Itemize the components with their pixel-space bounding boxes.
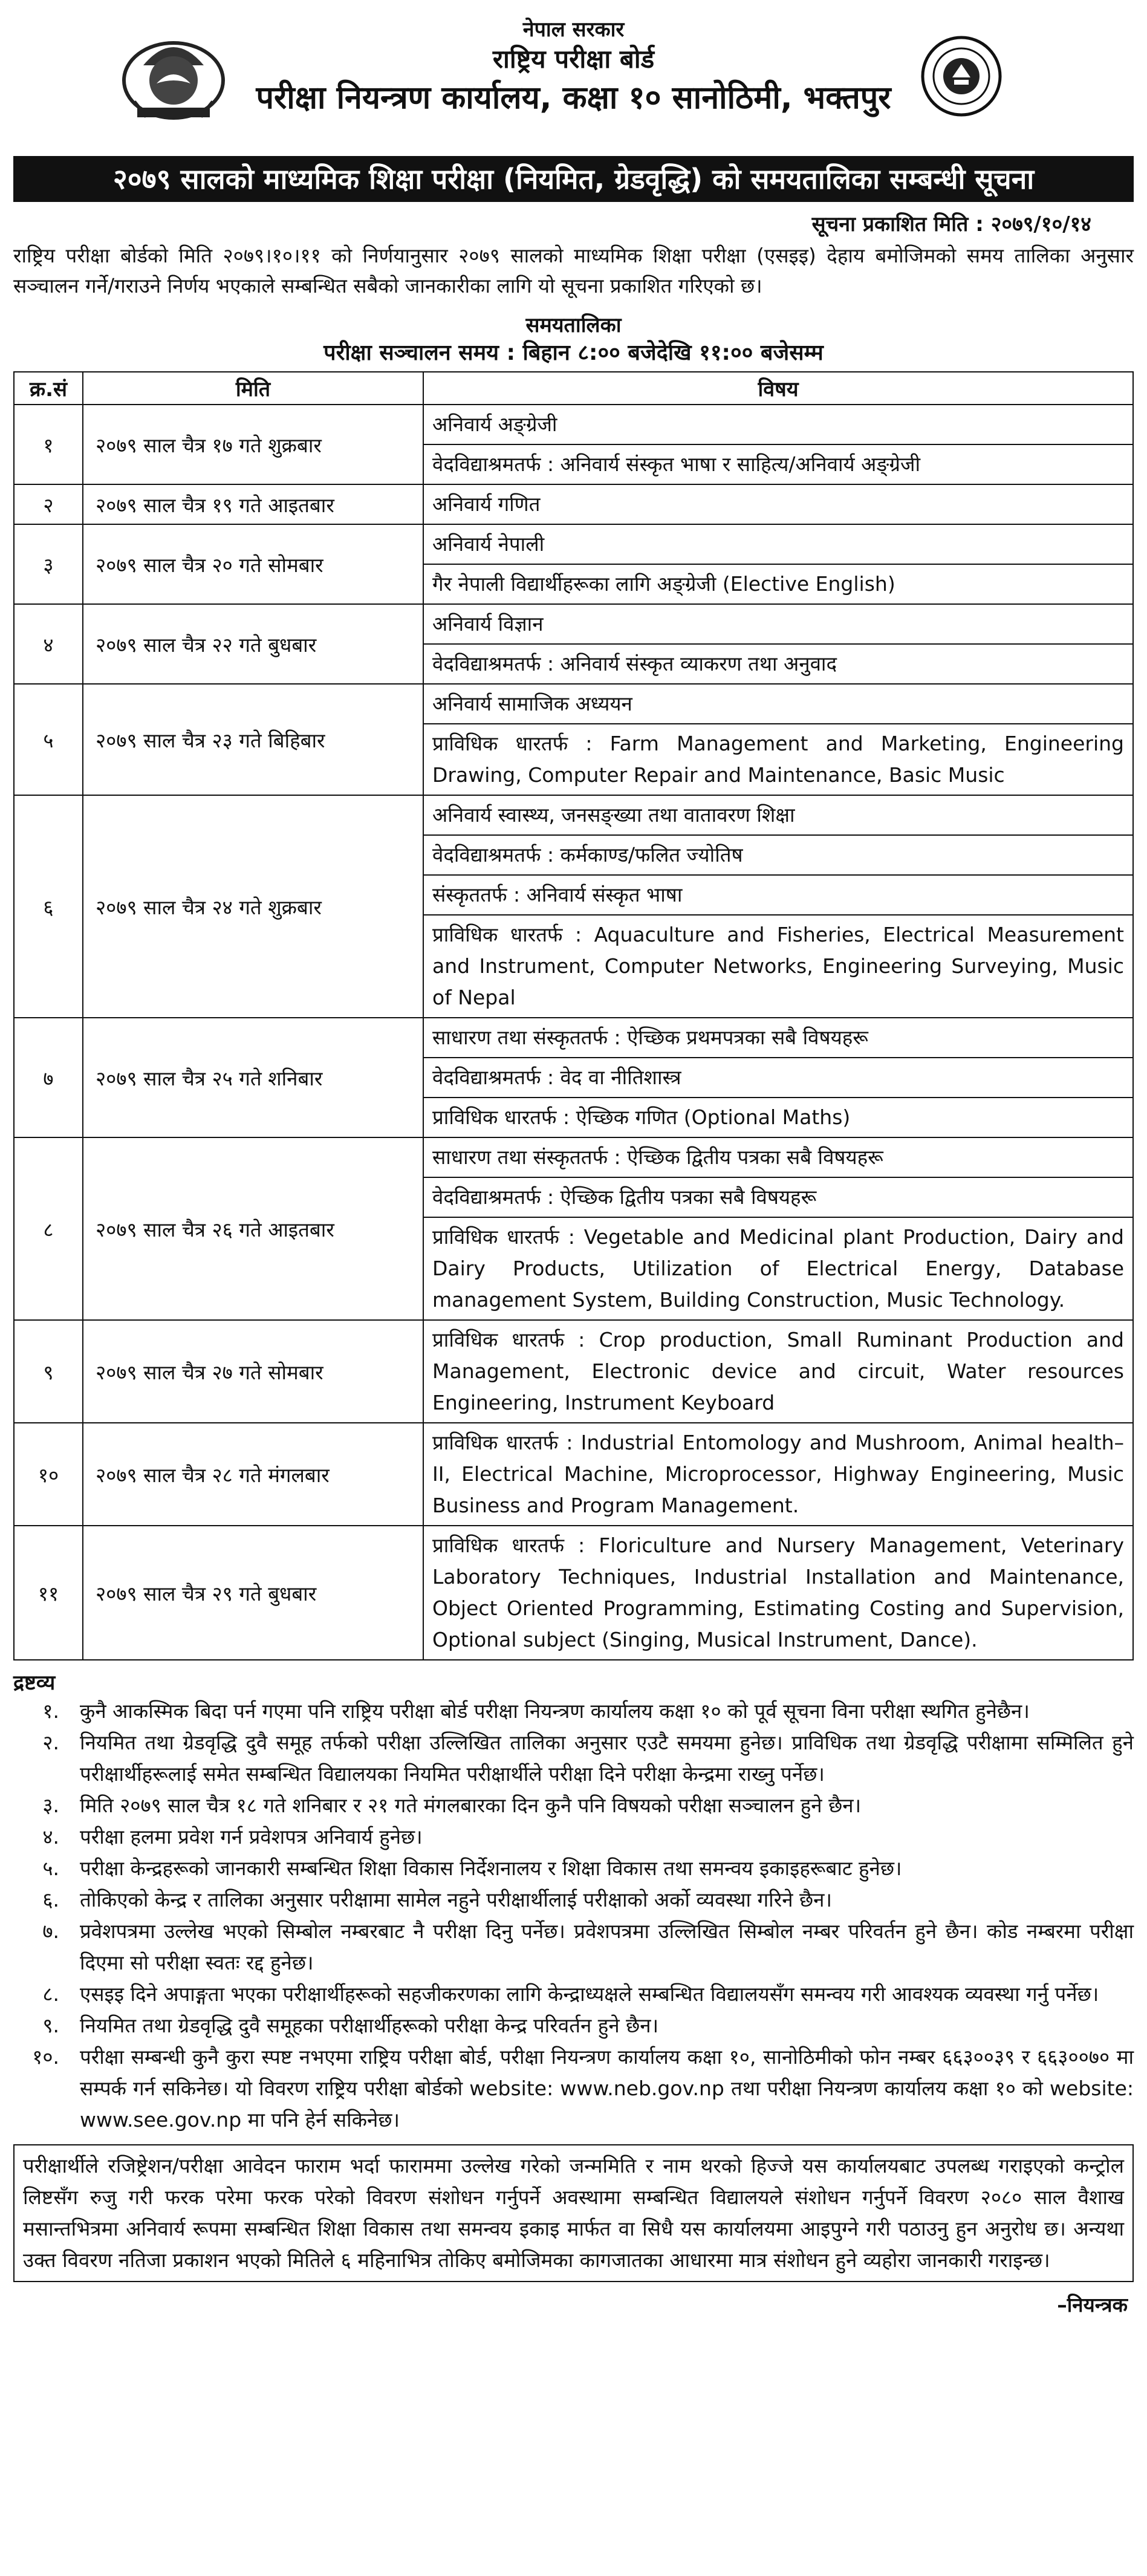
row-serial-number: १० bbox=[14, 1423, 83, 1526]
row-date: २०७९ साल चैत्र २८ गते मंगलबार bbox=[83, 1423, 423, 1526]
note-number: १. bbox=[42, 1699, 59, 1723]
subject-line: प्राविधिक धारतर्फ : Crop production, Small Ruminant Production and Management, Electronic device and circuit, Water resources Engineering, Instrument Keyboard bbox=[432, 1328, 1124, 1414]
note-text: नियमित तथा ग्रेडवृद्धि दुवै समूहका परीक्षार्थीहरूको परीक्षा केन्द्र परिवर्तन हुने छैन। bbox=[80, 2014, 659, 2037]
row-date: २०७९ साल चैत्र २३ गते बिहिबार bbox=[83, 684, 423, 795]
subject-line: वेदविद्याश्रमतर्फ : अनिवार्य संस्कृत व्याकरण तथा अनुवाद bbox=[432, 652, 837, 675]
row-subjects bbox=[423, 684, 1133, 795]
note-item bbox=[13, 1884, 1134, 1916]
row-date: २०७९ साल चैत्र २५ गते शनिबार bbox=[83, 1018, 423, 1137]
notes-heading: द्रष्टव्य bbox=[13, 1671, 56, 1695]
table-row bbox=[14, 1018, 1133, 1137]
col-header-date: मिति bbox=[83, 372, 423, 405]
row-subjects bbox=[423, 795, 1133, 1018]
table-row bbox=[14, 524, 1133, 604]
note-text: नियमित तथा ग्रेडवृद्धि दुवै समूह तर्फको परीक्षा उल्लिखित तालिका अनुसार एउटै समयमा हुनेछ। प्राविधिक तथा ग्रेडवृद्धि परीक्षामा सम्मिलित हुने परीक्षार्थीहरूलाई समेत सम्बन्धित विद्यालयका नियमित परीक्षार्थीले परीक्षा दिने परीक्षा केन्द्रमा राख्नु पर्नेछ। bbox=[80, 1731, 1134, 1786]
table-row bbox=[14, 1137, 1133, 1320]
exam-time: परीक्षा सञ्चालन समय : बिहान ८:०० बजेदेखि ११:०० बजेसम्म bbox=[323, 340, 824, 365]
row-subjects bbox=[423, 484, 1133, 524]
notice-title-banner: २०७९ सालको माध्यमिक शिक्षा परीक्षा (नियमित, ग्रेडवृद्धि) को समयतालिका सम्बन्धी सूचना bbox=[13, 156, 1134, 202]
table-row bbox=[14, 684, 1133, 795]
row-serial-number: ७ bbox=[14, 1018, 83, 1137]
row-date: २०७९ साल चैत्र २४ गते शुक्रबार bbox=[83, 795, 423, 1018]
row-serial-number: २ bbox=[14, 484, 83, 524]
row-date: २०७९ साल चैत्र २७ गते सोमबार bbox=[83, 1320, 423, 1423]
note-item bbox=[13, 2041, 1134, 2136]
subject-line: अनिवार्य नेपाली bbox=[424, 525, 1132, 565]
correction-notice-box: परीक्षार्थीले रजिष्ट्रेशन/परीक्षा आवेदन फाराम भर्दा फाराममा उल्लेख गरेको जन्ममिति र नाम थरको हिज्जे यस कार्यालयबाट उपलब्ध गराइएको कन्ट्रोल लिष्टसँग रुजु गरी फरक परेमा फरक परेको विवरण संशोधन गर्नुपर्ने अवस्थामा सम्बन्धित विद्यालयले संशोधन गर्नुपर्ने विवरण २०८० साल वैशाख मसान्तभित्रमा अनिवार्य रूपमा सम्बन्धित शिक्षा विकास तथा समन्वय इकाइ मार्फत वा सिधै यस कार्यालयमा आइपुग्ने गरी पठाउनु हुन अनुरोध छ। अन्यथा उक्त विवरण नतिजा प्रकाशन भएको मितिले ६ महिनाभित्र तोकिए बमोजिमका कागजातका आधारमा मात्र संशोधन हुने व्यहोरा जानकारी गराइन्छ। bbox=[13, 2144, 1134, 2282]
row-subjects bbox=[423, 1423, 1133, 1526]
board-seal-icon bbox=[919, 34, 1004, 119]
row-serial-number: ४ bbox=[14, 604, 83, 684]
row-subjects bbox=[423, 1526, 1133, 1660]
row-subjects bbox=[423, 1137, 1133, 1320]
row-serial-number: ११ bbox=[14, 1526, 83, 1660]
notes-list bbox=[13, 1696, 1134, 2136]
row-subjects bbox=[423, 604, 1133, 684]
table-row bbox=[14, 1526, 1133, 1660]
row-date: २०७९ साल चैत्र २२ गते बुधबार bbox=[83, 604, 423, 684]
col-header-sn: क्र.सं bbox=[14, 372, 83, 405]
note-item bbox=[13, 1790, 1134, 1821]
subject-line: अनिवार्य विज्ञान bbox=[424, 605, 1132, 645]
row-date: २०७९ साल चैत्र २० गते सोमबार bbox=[83, 524, 423, 604]
subject-line: प्राविधिक धारतर्फ : ऐच्छिक गणित (Optional Maths) bbox=[432, 1105, 851, 1129]
subject-line: संस्कृततर्फ : अनिवार्य संस्कृत भाषा bbox=[424, 876, 1132, 916]
note-text: परीक्षा हलमा प्रवेश गर्न प्रवेशपत्र अनिवार्य हुनेछ। bbox=[80, 1825, 423, 1849]
subject-line: वेदविद्याश्रमतर्फ : ऐच्छिक द्वितीय पत्रका सबै विषयहरू bbox=[424, 1178, 1132, 1218]
col-header-subject: विषय bbox=[423, 372, 1133, 405]
notice-page bbox=[13, 11, 1134, 2318]
table-row bbox=[14, 795, 1133, 1018]
note-text: परीक्षा सम्बन्धी कुनै कुरा स्पष्ट नभएमा राष्ट्रिय परीक्षा बोर्ड, परीक्षा नियन्त्रण कार्यालय कक्षा १०, सानोठिमीको फोन नम्बर ६६३००३९ र ६६३००७० मा सम्पर्क गर्न सकिनेछ। यो विवरण राष्ट्रिय परीक्षा बोर्डको website: www.neb.gov.np तथा परीक्षा नियन्त्रण कार्यालय कक्षा १० को website: www.see.gov.np मा पनि हेर्न सकिनेछ। bbox=[80, 2045, 1134, 2132]
intro-paragraph: राष्ट्रिय परीक्षा बोर्डको मिति २०७९।१०।११ को निर्णयानुसार २०७९ सालको माध्यमिक शिक्षा परीक्षा (एसइइ) देहाय बमोजिमको समय तालिका अनुसार सञ्चालन गर्ने/गराउने निर्णय भएकाले सम्बन्धित सबैको जानकारीका लागि यो सूचना प्रकाशित गरिएको छ। bbox=[13, 244, 1134, 298]
published-date: सूचना प्रकाशित मिति : २०७९/१०/१४ bbox=[811, 212, 1091, 236]
subject-line: प्राविधिक धारतर्फ : Industrial Entomology and Mushroom, Animal health–II, Electrical Machine, Microprocessor, Highway Engineering, Music Business and Program Management. bbox=[432, 1431, 1124, 1517]
subject-line: अनिवार्य सामाजिक अध्ययन bbox=[424, 685, 1132, 724]
schedule-table bbox=[13, 371, 1134, 1660]
row-serial-number: ३ bbox=[14, 524, 83, 604]
subject-line: प्राविधिक धारतर्फ : Farm Management and Marketing, Engineering Drawing, Computer Repair and Maintenance, Basic Music bbox=[432, 732, 1124, 787]
row-subjects bbox=[423, 524, 1133, 604]
row-serial-number: १ bbox=[14, 405, 83, 484]
letterhead bbox=[13, 17, 1134, 150]
subject-line: गैर नेपाली विद्यार्थीहरूका लागि अङ्ग्रेजी (Elective English) bbox=[432, 572, 895, 596]
note-number: ६. bbox=[42, 1888, 59, 1911]
subject-line: प्राविधिक धारतर्फ : Floriculture and Nursery Management, Veterinary Laboratory Techniques, Industrial Installation and Maintenance, Object Oriented Programming, Estimating Costing and Supervision, Optional subject (Singing, Musical Instrument, Dance). bbox=[432, 1534, 1124, 1651]
subject-line: अनिवार्य अङ्ग्रेजी bbox=[424, 405, 1132, 445]
row-date: २०७९ साल चैत्र १९ गते आइतबार bbox=[83, 484, 423, 524]
note-number: १०. bbox=[32, 2045, 59, 2069]
note-item bbox=[13, 1696, 1134, 1727]
subject-line: साधारण तथा संस्कृततर्फ : ऐच्छिक प्रथमपत्रका सबै विषयहरू bbox=[424, 1018, 1132, 1058]
nepal-emblem-icon bbox=[119, 23, 228, 123]
row-serial-number: ६ bbox=[14, 795, 83, 1018]
note-number: ९. bbox=[42, 2014, 59, 2037]
note-number: ४. bbox=[42, 1825, 59, 1849]
note-number: ७. bbox=[42, 1919, 59, 1943]
note-text: एसइइ दिने अपाङ्गता भएका परीक्षार्थीहरूको सहजीकरणका लागि केन्द्राध्यक्षले सम्बन्धित विद्यालयसँग समन्वय गरी आवश्यक व्यवस्था गर्नु पर्नेछ। bbox=[80, 1982, 1099, 2006]
note-number: ५. bbox=[42, 1856, 59, 1880]
note-text: तोकिएको केन्द्र र तालिका अनुसार परीक्षामा सामेल नहुने परीक्षार्थीलाई परीक्षाको अर्को व्यवस्था गरिने छैन। bbox=[80, 1888, 832, 1911]
table-header-row bbox=[14, 372, 1133, 405]
row-subjects bbox=[423, 1320, 1133, 1423]
note-item bbox=[13, 1916, 1134, 1979]
row-serial-number: ५ bbox=[14, 684, 83, 795]
note-text: परीक्षा केन्द्रहरूको जानकारी सम्बन्धित शिक्षा विकास निर्देशनालय र शिक्षा विकास तथा समन्वय इकाइहरूबाट हुनेछ। bbox=[80, 1856, 902, 1880]
row-serial-number: ८ bbox=[14, 1137, 83, 1320]
row-serial-number: ९ bbox=[14, 1320, 83, 1423]
note-number: ३. bbox=[42, 1794, 59, 1817]
subject-line: वेदविद्याश्रमतर्फ : वेद वा नीतिशास्त्र bbox=[424, 1058, 1132, 1098]
header-line-1: नेपाल सरकार bbox=[522, 18, 625, 42]
note-number: ८. bbox=[42, 1982, 59, 2006]
table-row bbox=[14, 405, 1133, 484]
note-item bbox=[13, 1821, 1134, 1853]
note-item bbox=[13, 1979, 1134, 2010]
row-date: २०७९ साल चैत्र २९ गते बुधबार bbox=[83, 1526, 423, 1660]
note-item bbox=[13, 2010, 1134, 2041]
table-row bbox=[14, 1320, 1133, 1423]
table-row bbox=[14, 1423, 1133, 1526]
note-item bbox=[13, 1853, 1134, 1884]
timetable-title: समयतालिका bbox=[525, 313, 622, 337]
note-text: कुनै आकस्मिक बिदा पर्न गएमा पनि राष्ट्रिय परीक्षा बोर्ड परीक्षा नियन्त्रण कार्यालय कक्षा १० को पूर्व सूचना विना परीक्षा स्थगित हुनेछैन। bbox=[80, 1699, 1030, 1723]
note-text: मिति २०७९ साल चैत्र १८ गते शनिबार र २१ गते मंगलबारका दिन कुनै पनि विषयको परीक्षा सञ्चालन हुने छैन। bbox=[80, 1794, 862, 1817]
note-number: २. bbox=[42, 1731, 59, 1754]
row-date: २०७९ साल चैत्र २६ गते आइतबार bbox=[83, 1137, 423, 1320]
subject-line: प्राविधिक धारतर्फ : Aquaculture and Fisheries, Electrical Measurement and Instrument, Computer Networks, Engineering Surveying, Music of Nepal bbox=[432, 923, 1124, 1009]
note-text: प्रवेशपत्रमा उल्लेख भएको सिम्बोल नम्बरबाट नै परीक्षा दिनु पर्नेछ। प्रवेशपत्रमा उल्लिखित सिम्बोल नम्बर परिवर्तन हुने छैन। कोड नम्बरमा परीक्षा दिएमा सो परीक्षा स्वतः रद्द हुनेछ। bbox=[80, 1919, 1134, 1974]
table-row bbox=[14, 484, 1133, 524]
row-subjects bbox=[423, 405, 1133, 484]
subject-line: साधारण तथा संस्कृततर्फ : ऐच्छिक द्वितीय पत्रका सबै विषयहरू bbox=[424, 1138, 1132, 1178]
signature: –नियन्त्रक bbox=[1057, 2293, 1128, 2317]
subject-line: वेदविद्याश्रमतर्फ : कर्मकाण्ड/फलित ज्योतिष bbox=[424, 836, 1132, 876]
row-date: २०७९ साल चैत्र १७ गते शुक्रबार bbox=[83, 405, 423, 484]
table-row bbox=[14, 604, 1133, 684]
subject-line: अनिवार्य स्वास्थ्य, जनसङ्ख्या तथा वातावरण शिक्षा bbox=[424, 796, 1132, 836]
subject-line: प्राविधिक धारतर्फ : Vegetable and Medicinal plant Production, Dairy and Dairy Products, Utilization of Electrical Energy, Database management System, Building Construction, Music Technology. bbox=[432, 1225, 1124, 1312]
subject-line: वेदविद्याश्रमतर्फ : अनिवार्य संस्कृत भाषा र साहित्य/अनिवार्य अङ्ग्रेजी bbox=[432, 452, 921, 476]
row-subjects bbox=[423, 1018, 1133, 1137]
subject-line: अनिवार्य गणित bbox=[432, 492, 541, 516]
header-line-3: परीक्षा नियन्त्रण कार्यालय, कक्षा १० सानोठिमी, भक्तपुर bbox=[256, 80, 891, 116]
header-line-2: राष्ट्रिय परीक्षा बोर्ड bbox=[492, 44, 655, 74]
note-item bbox=[13, 1727, 1134, 1790]
